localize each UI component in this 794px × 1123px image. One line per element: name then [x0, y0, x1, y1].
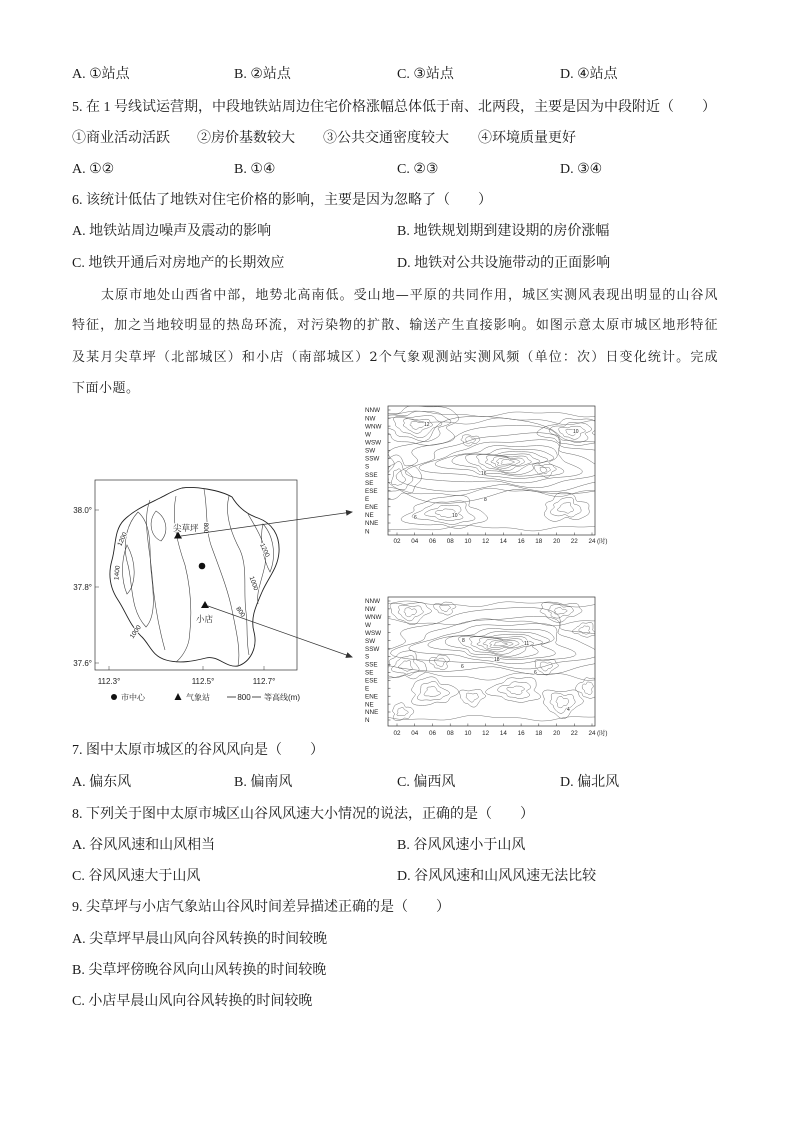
contour-value-label: 10 — [573, 429, 579, 435]
q9-option-a: A. 尖草坪早晨山风向谷风转换的时间较晚 — [72, 932, 328, 947]
wind-frequency-contour — [386, 715, 596, 721]
wind-direction-label: ENE — [365, 693, 378, 701]
hour-unit-label: (时) — [597, 538, 608, 546]
lat-label: 37.8° — [73, 583, 92, 592]
hour-label: 22 — [570, 538, 578, 546]
wind-frequency-contour — [404, 608, 417, 617]
wind-frequency-contour — [394, 416, 442, 438]
contour-line — [227, 496, 249, 655]
wind-direction-label: N — [365, 528, 370, 536]
wind-direction-label: SSW — [365, 455, 380, 463]
contour-line — [174, 496, 191, 662]
wind-frequency-contour — [390, 603, 432, 625]
wind-frequency-contour — [410, 421, 425, 429]
wind-frequency-contour — [398, 661, 412, 672]
contour-value-label: 18 — [494, 657, 500, 663]
wind-frequency-contour — [419, 440, 582, 483]
q6-option-d: D. 地铁对公共设施带动的正面影响 — [397, 256, 611, 271]
wind-frequency-contour — [440, 605, 451, 612]
lat-label: 37.6° — [73, 659, 92, 668]
wind-direction-label: SSE — [365, 471, 378, 479]
q9-option-b: B. 尖草坪傍晚谷风向山风转换的时间较晚 — [72, 963, 327, 978]
hour-label: 22 — [570, 730, 578, 738]
contour-value-label: 8 — [462, 638, 465, 644]
hour-label: 24 — [588, 730, 596, 738]
wind-frequency-contour — [554, 608, 567, 615]
wind-direction-label: ESE — [365, 487, 378, 495]
wind-frequency-contour — [544, 493, 589, 522]
wind-frequency-contour — [459, 689, 485, 707]
legend-city-center-label: 市中心 — [121, 693, 145, 702]
hour-label: 04 — [411, 538, 419, 546]
q5-option-a: A. ①② — [72, 162, 115, 177]
wind-direction-label: NNE — [365, 520, 379, 528]
hour-label: 24 — [588, 538, 596, 546]
q7-option-c: C. 偏西风 — [397, 775, 456, 790]
wind-direction-label: N — [365, 717, 370, 725]
contour-label: 1000 — [247, 575, 260, 592]
wind-contours-north — [366, 405, 644, 531]
legend-station-icon — [175, 693, 182, 700]
hour-label: 06 — [428, 730, 437, 738]
wind-frequency-contour — [543, 690, 584, 719]
hour-label: 10 — [464, 730, 472, 738]
q8-option-d: D. 谷风风速和山风风速无法比较 — [397, 869, 597, 884]
wind-frequency-contour — [434, 602, 456, 615]
q9-stem: 9. 尖草坪与小店气象站山谷风时间差异描述正确的是（ ） — [72, 900, 450, 915]
lat-label: 38.0° — [73, 506, 92, 515]
q8-option-c: C. 谷风风速大于山风 — [72, 869, 201, 884]
q6-stem: 6. 该统计低估了地铁对住宅价格的影响，主要是因为忽略了（ ） — [72, 193, 492, 208]
wind-frequency-contour — [412, 501, 475, 525]
contour-line — [204, 489, 239, 666]
contour-value-label: 6 — [414, 515, 417, 521]
hour-label: 20 — [553, 538, 561, 546]
wind-frequency-contour — [466, 693, 479, 702]
hour-label: 04 — [411, 730, 419, 738]
hour-label: 16 — [517, 730, 525, 738]
contour-line — [147, 500, 165, 650]
wind-frequency-contour — [386, 416, 644, 503]
wind-frequency-contour — [386, 411, 596, 417]
wind-direction-label: E — [365, 496, 370, 503]
contour-value-label: 8 — [484, 497, 487, 503]
contour-value-label: 4 — [567, 707, 570, 713]
contour-label: 1400 — [113, 565, 122, 581]
q7-option-b: B. 偏南风 — [234, 775, 293, 790]
wind-direction-label: W — [365, 622, 371, 629]
wind-direction-label: WNW — [365, 614, 382, 622]
wind-frequency-contour — [379, 455, 422, 500]
q4-option-b: B. ②站点 — [234, 67, 291, 82]
wind-frequency-contour — [540, 602, 582, 622]
q7-stem: 7. 图中太原市城区的谷风风向是（ ） — [72, 743, 324, 758]
hour-label: 14 — [499, 538, 507, 546]
q5-statement-3: ③公共交通密度较大 — [323, 131, 449, 146]
wind-frequency-contour — [401, 495, 488, 528]
wind-frequency-contour — [572, 623, 595, 638]
wind-direction-label: NW — [365, 415, 376, 423]
legend-city-center-icon — [111, 694, 117, 700]
q5-statement-1: ①商业活动活跃 — [72, 131, 170, 146]
hour-label: 08 — [446, 730, 454, 738]
wind-frequency-contour — [386, 417, 596, 424]
q5-option-b: B. ①④ — [234, 162, 276, 177]
passage-line-1: 太原市地处山西省中部，地势北高南低。受山地—平原的共同作用，城区实测风表现出明显的山谷风 — [101, 288, 718, 303]
hour-label: 12 — [482, 730, 490, 738]
wind-frequency-contour — [496, 458, 520, 467]
contour-value-label: 12 — [424, 422, 430, 428]
wind-chart-north-station — [365, 405, 644, 545]
q5-stem: 5. 在 1 号线试运营期，中段地铁站周边住宅价格涨幅总体低于南、北两段，主要是因为中段附近（ ） — [72, 100, 716, 115]
wind-frequency-contour — [540, 662, 553, 671]
passage-line-3: 及某月尖草坪（北部城区）和小店（南部城区）2个气象观测站实测风频（单位：次）日变化统计。完成 — [72, 350, 718, 365]
station-north-label: 尖草坪 — [173, 523, 199, 533]
wind-direction-label: SSE — [365, 661, 378, 669]
map-legend — [111, 692, 300, 702]
wind-direction-label: W — [365, 431, 371, 439]
wind-frequency-contour — [412, 677, 459, 706]
wind-frequency-contour — [494, 642, 508, 646]
q6-option-a: A. 地铁站周边噪声及震动的影响 — [72, 224, 272, 239]
wind-chart-south-station — [365, 597, 621, 737]
wind-direction-label: WSW — [365, 439, 382, 447]
wind-frequency-contour — [386, 525, 596, 531]
wind-direction-label: NW — [365, 606, 376, 614]
wind-frequency-contour — [376, 607, 621, 674]
wind-frequency-contour — [486, 677, 541, 702]
wind-frequency-contour — [385, 651, 427, 679]
q7-option-d: D. 偏北风 — [560, 775, 620, 790]
contour-label: 1000 — [128, 624, 143, 641]
hour-unit-label: (时) — [597, 730, 608, 738]
wind-direction-label: SW — [365, 447, 376, 455]
lon-label: 112.7° — [252, 677, 276, 686]
contour-label: 800 — [202, 522, 209, 534]
wind-frequency-contour — [424, 686, 441, 696]
wind-frequency-contour — [550, 693, 575, 713]
wind-frequency-contour — [386, 488, 596, 497]
q4-option-a: A. ①站点 — [72, 67, 130, 82]
wind-direction-label: SSW — [365, 645, 380, 653]
wind-frequency-contour — [398, 605, 423, 621]
arrow-south-to-chart — [208, 606, 352, 657]
hour-label: 12 — [482, 538, 490, 546]
legend-station-label: 气象站 — [186, 693, 210, 702]
wind-direction-label: S — [365, 463, 370, 471]
wind-frequency-contour — [386, 672, 596, 681]
contour-label: 1200 — [258, 542, 271, 559]
contour-value-label: 16 — [481, 471, 487, 477]
wind-direction-label: SW — [365, 637, 376, 645]
wind-direction-label: NNW — [365, 598, 381, 606]
wind-frequency-contour — [582, 682, 593, 695]
wind-direction-label: NNE — [365, 709, 379, 717]
hour-label: 06 — [428, 538, 437, 546]
wind-frequency-contour — [490, 640, 514, 648]
map-frame — [95, 480, 297, 670]
q8-option-a: A. 谷风风速和山风相当 — [72, 838, 216, 853]
wind-frequency-contour — [557, 502, 573, 513]
figure-taiyuan-terrain-and-wind — [0, 400, 794, 745]
hour-label: 08 — [446, 538, 454, 546]
q6-option-b: B. 地铁规划期到建设期的房价涨幅 — [397, 224, 610, 239]
contour-value-label: 6 — [534, 670, 537, 676]
wind-frequency-contour — [393, 703, 414, 721]
q7-option-a: A. 偏东风 — [72, 775, 132, 790]
q5-option-d: D. ③④ — [560, 162, 603, 177]
wind-direction-label: NE — [365, 512, 374, 520]
contour-value-label: 11 — [524, 641, 530, 647]
wind-direction-label: WNW — [365, 423, 382, 431]
wind-direction-label: ENE — [365, 504, 378, 511]
wind-frequency-contour — [501, 459, 514, 464]
lon-label: 112.5° — [191, 677, 215, 686]
q4-option-c: C. ③站点 — [397, 67, 454, 82]
wind-direction-label: E — [365, 685, 370, 693]
city-center-dot-icon — [199, 563, 206, 570]
wind-frequency-contour — [386, 601, 596, 607]
hour-label: 16 — [517, 538, 525, 546]
hour-label: 14 — [499, 730, 507, 738]
contour-value-label: 10 — [452, 513, 458, 519]
q4-option-d: D. ④站点 — [560, 67, 618, 82]
q5-statement-4: ④环境质量更好 — [478, 131, 576, 146]
wind-frequency-contour — [535, 660, 558, 676]
hour-label: 20 — [553, 730, 561, 738]
lon-label: 112.3° — [97, 677, 121, 686]
wind-frequency-contour — [386, 618, 596, 625]
wind-direction-label: ESE — [365, 677, 378, 685]
wind-frequency-contour — [386, 462, 413, 492]
wind-direction-label: SE — [365, 669, 374, 677]
hour-label: 10 — [464, 538, 472, 546]
wind-frequency-contour — [397, 707, 408, 716]
hour-label: 18 — [535, 538, 543, 546]
wind-direction-label: WSW — [365, 629, 382, 637]
legend-contour-label: 等高线(m) — [264, 693, 300, 702]
wind-direction-label: SE — [365, 479, 374, 487]
wind-frequency-contour — [435, 658, 446, 667]
wind-frequency-contour — [498, 682, 531, 699]
contour-line — [123, 545, 135, 594]
station-south-label: 小店 — [196, 614, 214, 624]
passage-line-2: 特征，加之当地较明显的热岛环流，对污染物的扩散、输送产生直接影响。如图示意太原市城区地形特征 — [72, 318, 718, 333]
wind-direction-label: NNW — [365, 407, 381, 415]
contour-value-label: 6 — [461, 664, 464, 670]
wind-frequency-contour — [429, 655, 449, 670]
contour-label: 800 — [234, 605, 247, 619]
passage-line-4: 下面小题。 — [72, 381, 140, 396]
wind-frequency-contour — [537, 419, 600, 446]
wind-direction-label: S — [365, 653, 370, 661]
contour-line — [125, 512, 153, 627]
q6-option-c: C. 地铁开通后对房地产的长期效应 — [72, 256, 285, 271]
q9-option-c: C. 小店早晨山风向谷风转换的时间较晚 — [72, 994, 313, 1009]
wind-frequency-contour — [507, 686, 525, 695]
contour-line — [151, 511, 166, 541]
q8-stem: 8. 下列关于图中太原市城区山谷风风速大小情况的说法，正确的是（ ） — [72, 807, 534, 822]
wind-direction-label: NE — [365, 701, 374, 709]
q8-option-b: B. 谷风风速小于山风 — [397, 838, 526, 853]
contour-label: 1200 — [116, 531, 129, 548]
q5-option-c: C. ②③ — [397, 162, 439, 177]
terrain-map — [73, 480, 352, 686]
q5-statement-2: ②房价基数较大 — [197, 131, 295, 146]
station-south-triangle-icon — [201, 601, 209, 608]
hour-label: 18 — [535, 730, 543, 738]
hour-label: 02 — [393, 730, 401, 738]
legend-contour-value: 800 — [237, 693, 251, 702]
wind-frequency-contour — [465, 437, 476, 444]
hour-label: 02 — [393, 538, 401, 546]
